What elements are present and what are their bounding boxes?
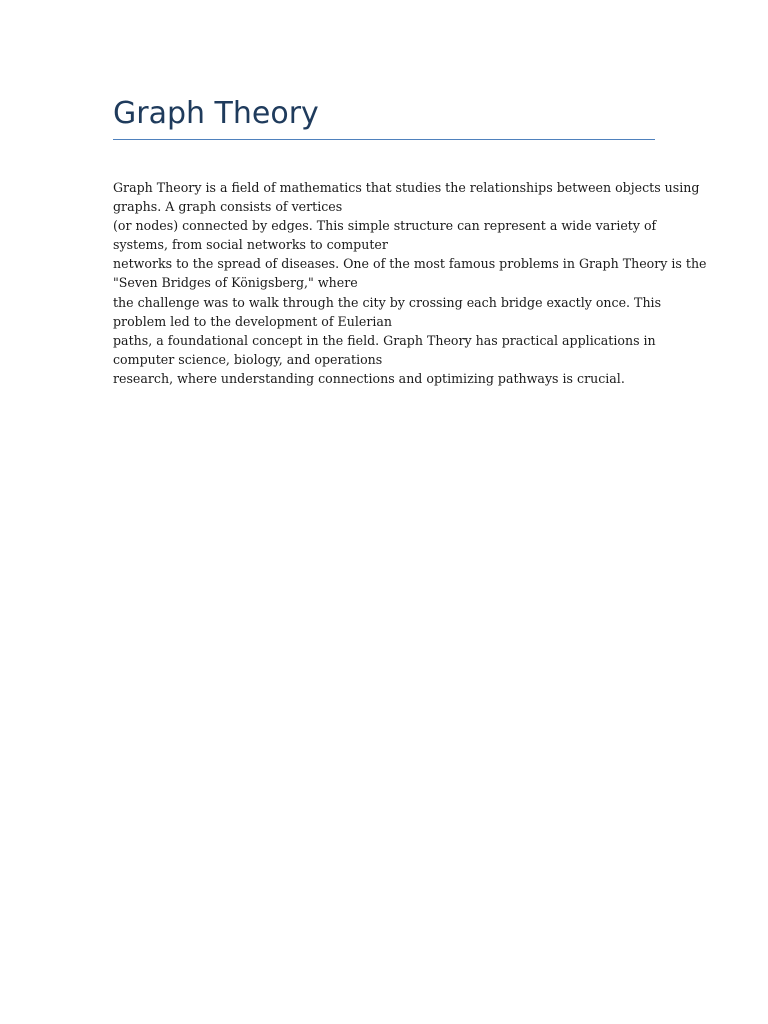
paragraph-line: computer science, biology, and operations — [113, 351, 383, 367]
title-underline — [113, 139, 655, 140]
paragraph-line: graphs. A graph consists of vertices — [113, 199, 343, 215]
paragraph-line: "Seven Bridges of Königsberg," where — [113, 275, 358, 291]
paragraph-line: (or nodes) connected by edges. This simple structure can represent a wide variety of — [113, 218, 657, 234]
paragraph-line: paths, a foundational concept in the field. Graph Theory has practical applications in — [113, 332, 656, 348]
paragraph-line: systems, from social networks to computer — [113, 237, 388, 253]
page-title: Graph Theory — [113, 96, 319, 131]
paragraph-line: networks to the spread of diseases. One of the most famous problems in Graph Theory is the — [113, 256, 707, 272]
paragraph-line: problem led to the development of Eulerian — [113, 313, 392, 329]
paragraph-line: the challenge was to walk through the city by crossing each bridge exactly once. This — [113, 294, 662, 310]
paragraph-line: Graph Theory is a field of mathematics that studies the relationships between objects using — [113, 180, 700, 195]
body-paragraph — [113, 178, 707, 388]
paragraph-line: research, where understanding connections and optimizing pathways is crucial. — [113, 370, 625, 386]
